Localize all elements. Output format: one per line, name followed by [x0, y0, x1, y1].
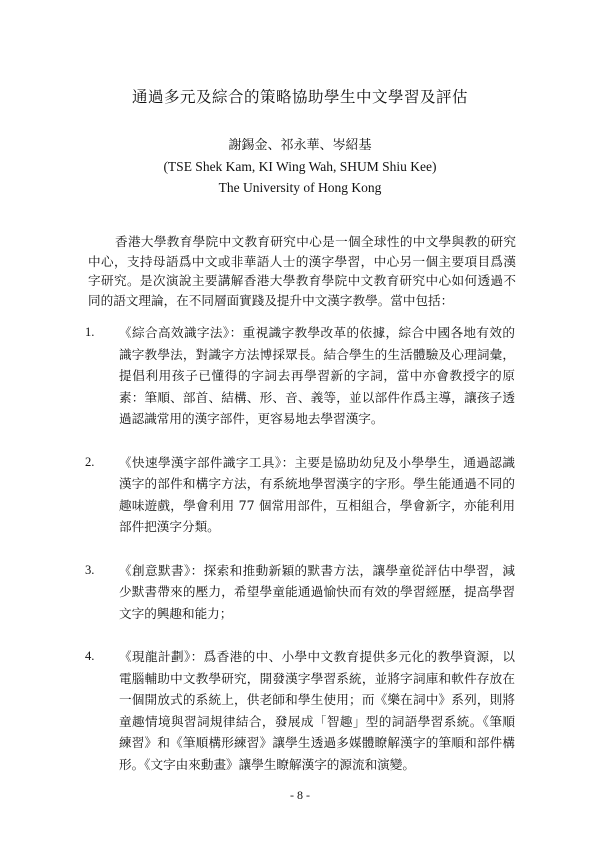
paper-title: 通過多元及綜合的策略協助學生中文學習及評估 [131, 88, 468, 106]
list-item-number: 4. [85, 649, 95, 663]
author-block [0, 135, 600, 198]
affiliation: The University of Hong Kong [218, 180, 382, 195]
numbered-list [85, 322, 515, 775]
list-item-number: 2. [85, 454, 95, 469]
list-item [85, 322, 515, 430]
list-item-text: 《創意默書》：探索和推動新穎的默書方法，讓學童從評估中學習，減少默書帶來的壓力，希望學童能通過愉快而有效的學習經歷，提高學習文字的興趣和能力； [119, 562, 515, 621]
list-item [85, 452, 515, 538]
list-item-number: 3. [85, 562, 95, 577]
list-item [85, 560, 515, 625]
list-item-text: 《快速學漢字部件識字工具》：主要是協助幼兒及小學學生，通過認識漢字的部件和構字方法，有系統地學習漢字的字形。學生能通過不同的趣味遊戲，學會利用 77 個常用部件，互相組合，學會新字，亦能利用部件把漢字分類。 [119, 454, 515, 534]
authors-chinese: 謝錫金、祁永華、岑紹基 [228, 138, 372, 153]
page-number: - 8 - [290, 788, 310, 802]
list-item-text: 《綜合高效識字法》：重視識字教學改革的依據，綜合中國各地有效的識字教學法，對識字方法博採眾長。結合學生的生活體驗及心理詞彙，提倡利用孩子已懂得的字詞去再學習新的字詞，當中亦會教授字的原素：筆順、部首、結構、形、音、義等，並以部件作爲主導，讓孩子透過認識常用的漢字部件，更容易地去學習漢字。 [119, 325, 515, 426]
authors-english: (TSE Shek Kam, KI Wing Wah, SHUM Shiu Kee) [163, 159, 437, 174]
list-item-number: 1. [85, 325, 95, 339]
intro-paragraph: 香港大學教育學院中文教育研究中心是一個全球性的中文學與教的研究中心，支持母語爲中文或非華語人士的漢字學習，中心另一個主要項目爲漢字研究。是次演說主要講解香港大學教育學院中文教育研究中心如何透過不同的語文理論，在不同層面實踐及提升中文漢字教學。當中包括： [88, 234, 516, 308]
list-item [85, 646, 515, 775]
list-item-text: 《現龍計劃》：爲香港的中、小學中文教育提供多元化的教學資源，以電腦輔助中文教學研究，開發漢字學習系統，並將字詞庫和軟件存放在一個開放式的系統上，供老師和學生使用；而《樂在詞中》系列，則將童趣情境與習詞規律結合，發展成「智趣」型的詞語學習系統。《筆順練習》和《筆順構形練習》讓學生透過多媒體瞭解漢字的筆順和部件構形。《文字由來動畫》讓學生瞭解漢字的源流和演變。 [119, 649, 515, 772]
